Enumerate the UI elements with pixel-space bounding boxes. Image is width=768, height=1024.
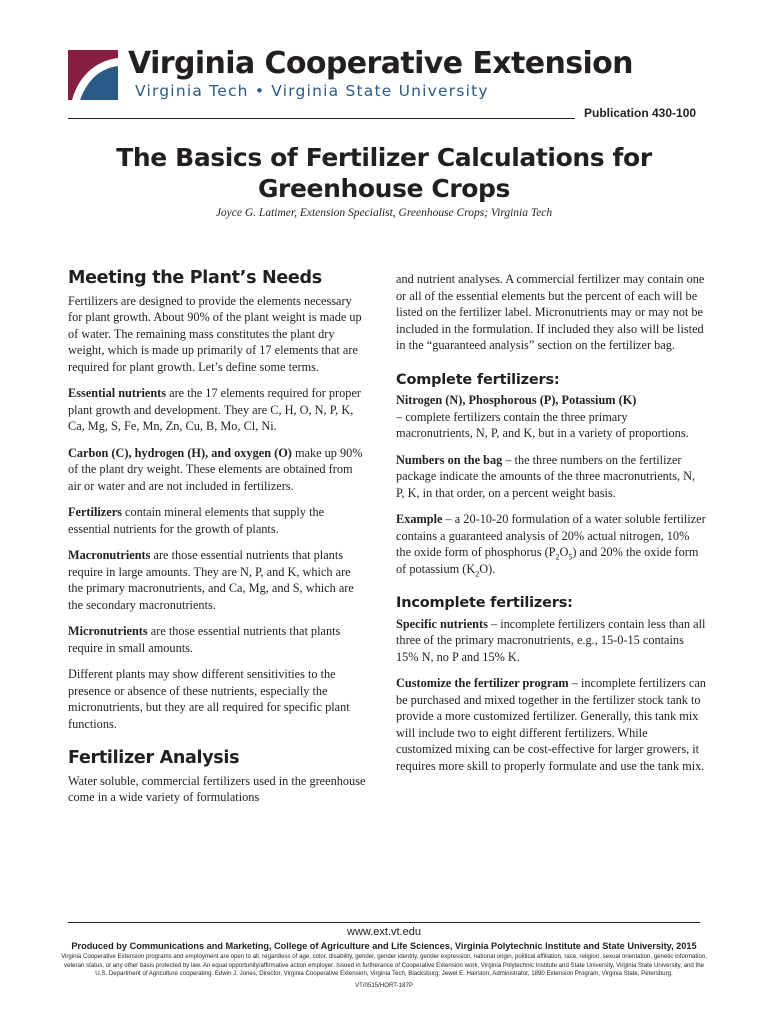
- subscript: 5: [568, 552, 573, 562]
- definition: are those essential nutrients that plants require in large amounts. They are N, P, and K, which are the primary macronutrients, and Ca, Mg, and S, which are the secondary macronutrients.: [68, 548, 354, 612]
- definition: – incomplete fertilizers can be purchased and mixed together in the fertilizer stock tank to provide a more customized fertilizer. Generally, this tank mix will include two to eight different fertilizers. While customized mixing can be cost-effective for larger growers, it requires more skill to properly formulate and use the tank mix.: [396, 676, 706, 773]
- example-paragraph: [396, 511, 706, 577]
- definition: are the 17 elements required for proper plant growth and development. They are C, H, O, N, P, K, Ca, Mg, S, Fe, Mn, Zn, Cu, B, Mo, Cl, Ni.: [68, 386, 362, 433]
- org-subtitle: Virginia Tech • Virginia State University: [135, 82, 489, 100]
- example-text: ) and 20% the oxide form of potassium (K: [396, 545, 699, 576]
- numbers-on-bag-paragraph: [396, 452, 706, 502]
- term: Macronutrients: [68, 548, 151, 562]
- section-heading-complete: Complete fertilizers:: [396, 371, 560, 388]
- intro-paragraph: Fertilizers are designed to provide the elements necessary for plant growth. About 90% of the plant weight is made up of water. The remaining mass constitutes the plant dry weight, which is made up primarily of 17 elements that are required for plant growth. Let’s define some terms.: [68, 293, 362, 374]
- analysis-paragraph: Water soluble, commercial fertilizers used in the greenhouse come in a wide variety of formulations: [68, 773, 366, 804]
- micronutrients-paragraph: [68, 623, 368, 656]
- page-header: [0, 0, 768, 130]
- section-heading-needs: Meeting the Plant’s Needs: [68, 268, 322, 288]
- footer-produced-by: Produced by Communications and Marketing, College of Agriculture and Life Sciences, Virginia Polytechnic Institute and State University, 2015: [71, 941, 697, 951]
- definition: are those essential nutrients that plants require in small amounts.: [68, 624, 341, 655]
- author-byline: Joyce G. Latimer, Extension Specialist, Greenhouse Crops; Virginia Tech: [215, 207, 553, 219]
- header-rule: [68, 118, 575, 119]
- term: Essential nutrients: [68, 386, 167, 400]
- term: Carbon (C), hydrogen (H), and oxygen (O): [68, 445, 292, 460]
- customize-paragraph: [396, 675, 706, 774]
- section-heading-analysis: Fertilizer Analysis: [68, 748, 240, 768]
- subscript: 2: [475, 568, 480, 578]
- org-name: Virginia Cooperative Extension: [128, 46, 633, 81]
- definition: – the three numbers on the fertilizer package indicate the amounts of the three macronutrients, N, P, K, in that order, on a percent weight basis.: [396, 452, 696, 500]
- term: Example: [396, 512, 443, 526]
- term: Micronutrients: [68, 624, 148, 638]
- subscript: 2: [555, 552, 560, 562]
- term: Numbers on the bag: [396, 452, 503, 467]
- term: Fertilizers: [68, 505, 122, 519]
- npk-paragraph: [396, 392, 706, 442]
- term: Nitrogen (N), Phosphorous (P), Potassium (K): [396, 393, 637, 407]
- example-text: O: [559, 545, 569, 559]
- definition: – complete fertilizers contain the three primary macronutrients, N, P, and K, but in a variety of proportions.: [396, 409, 689, 440]
- publication-number: Publication 430-100: [584, 106, 697, 120]
- macronutrients-paragraph: [68, 547, 368, 613]
- definition: make up 90% of the plant dry weight. These elements are obtained from air or water and are not included in fertilizers.: [68, 445, 363, 493]
- term: Customize the fertilizer program: [396, 676, 569, 690]
- specific-nutrients-paragraph: [396, 616, 706, 666]
- section-heading-incomplete: Incomplete fertilizers:: [396, 595, 573, 611]
- footer-url-link[interactable]: www.ext.vt.edu: [347, 926, 421, 938]
- vce-logo-icon: [68, 50, 118, 100]
- definition: – incomplete fertilizers contain less than all three of the primary macronutrients, e.g., 15-0-15 contains 15% N, no P and 15% K.: [396, 616, 706, 664]
- fertilizers-paragraph: [68, 504, 368, 537]
- sensitivity-paragraph: Different plants may show different sensitivities to the presence or absence of these nutrients, especially the micronutrients, but they are all required for specific plant functions.: [68, 667, 350, 731]
- footer-legal-notice: Virginia Cooperative Extension programs and employment are open to all, regardless of age, color, disability, gender, gender identity, gender expression, national origin, political affiliation, race, religion, sexual orientation, genetic information, veteran status, or any other basis protected by law. An equal opportunity/affirmative action employer. Issued in furtherance of Cooperative Extension work, Virginia Polytechnic Institute and State University, Virginia State University, and the U.S. Department of Agriculture cooperating. Edwin J. Jones, Director, Virginia Cooperative Extension, Virginia Tech, Blacksburg; Jewel E. Hairston, Administrator, 1890 Extension Program, Virginia State, Petersburg.: [61, 953, 707, 978]
- page-footer: [60, 926, 708, 989]
- left-column: [68, 270, 368, 816]
- carbon-paragraph: [68, 445, 368, 495]
- definition: contain mineral elements that supply the essential nutrients for the growth of plants.: [68, 505, 325, 536]
- term: Specific nutrients: [396, 616, 488, 631]
- essential-nutrients-paragraph: [68, 385, 368, 435]
- example-text: O).: [479, 561, 496, 576]
- document-title: The Basics of Fertilizer Calculations for Greenhouse Crops: [116, 143, 652, 203]
- right-column: [396, 271, 706, 784]
- example-text: – a 20-10-20 formulation of a water soluble fertilizer contains a guaranteed analysis of 20% actual nitrogen, 10% the oxide form of phosphorus (P: [396, 512, 706, 559]
- footer-rule: [68, 922, 700, 923]
- analysis-continued-paragraph: and nutrient analyses. A commercial fertilizer may contain one or all of the essential elements but the percent of each will be listed on the fertilizer label. Micronutrients may or may not be included in the formulation. If included they also will be listed in the “guaranteed analysis” section on the fertilizer bag.: [396, 272, 705, 352]
- footer-publication-code: VT/0515/HORT-187P: [355, 981, 413, 989]
